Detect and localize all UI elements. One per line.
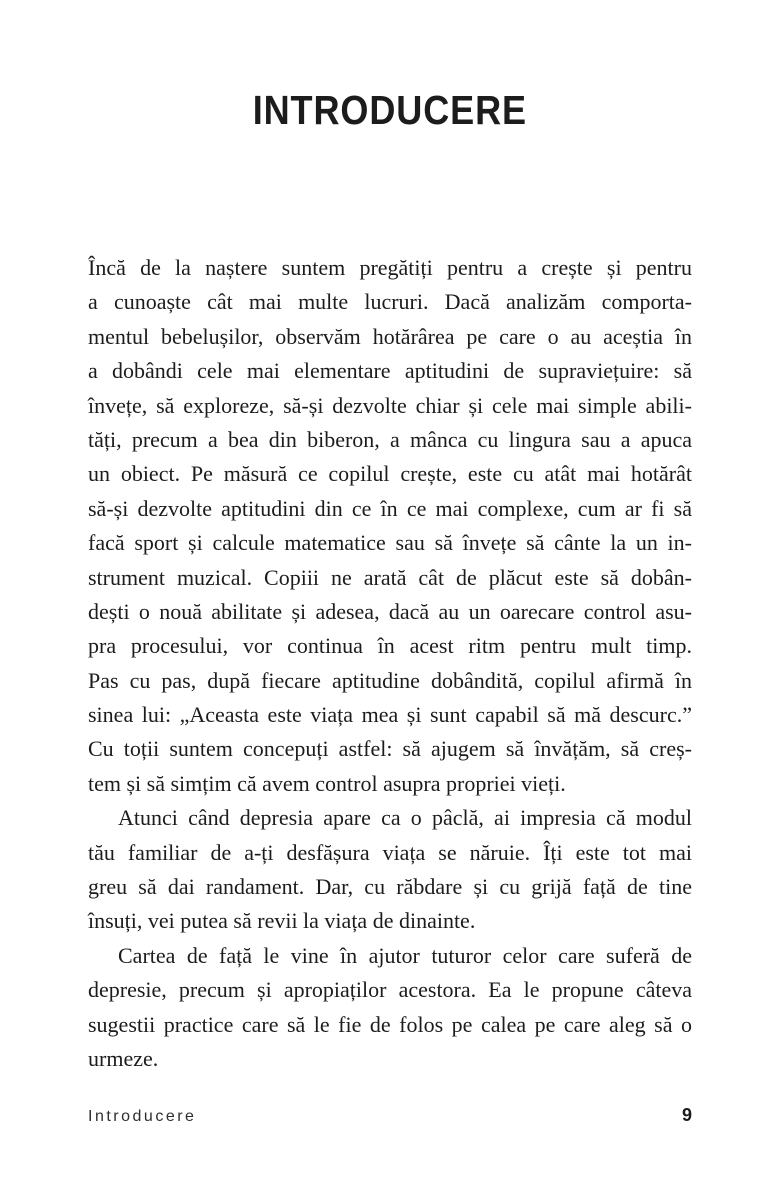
text-line: Cu toții suntem concepuți astfel: să ajugem să învățăm, să creș- — [88, 736, 692, 762]
paragraph — [88, 939, 692, 1077]
text-line: sugestii practice care să le fie de folos pe calea pe care aleg să o — [88, 1011, 692, 1037]
text-line: să-și dezvolte aptitudini din ce în ce mai complexe, cum ar fi să — [88, 495, 692, 521]
footer-section-label: Introducere — [88, 1108, 197, 1125]
text-line: învețe, să exploreze, să-și dezvolte chiar și cele mai simple abili- — [88, 392, 692, 418]
text-line: a cunoaște cât mai multe lucruri. Dacă analizăm comporta- — [88, 289, 692, 315]
text-line: Cartea de față le vine în ajutor tuturor celor care suferă de — [118, 942, 692, 968]
chapter-title-container — [0, 87, 780, 133]
text-line: facă sport și calcule matematice sau să învețe să cânte la un in- — [88, 530, 692, 556]
body-text — [88, 251, 692, 1076]
text-line: pra procesului, vor continua în acest ritm pentru mult timp. — [88, 633, 692, 659]
text-line: strument muzical. Copiii ne arată cât de plăcut este să dobân- — [88, 564, 692, 590]
text-line: însuți, vei putea să revii la viața de dinainte. — [88, 908, 476, 934]
footer-page-number: 9 — [681, 1105, 692, 1125]
text-line: tem și să simțim că avem control asupra propriei vieți. — [88, 770, 566, 796]
text-line: depresie, precum și apropiaților acestora. Ea le propune câteva — [88, 977, 692, 1003]
footer — [88, 1105, 692, 1126]
page-title: INTRODUCERE — [252, 87, 528, 133]
text-line: mentul bebelușilor, observăm hotărârea pe care o au aceștia în — [88, 323, 692, 349]
paragraph — [88, 251, 692, 801]
text-line: sinea lui: „Aceasta este viața mea și sunt capabil să mă descurc.” — [88, 702, 692, 728]
text-line: a dobândi cele mai elementare aptitudini de supraviețuire: să — [88, 358, 692, 384]
text-line: Atunci când depresia apare ca o pâclă, ai impresia că modul — [118, 805, 692, 831]
paragraph — [88, 801, 692, 939]
text-line: tău familiar de a-ți desfășura viața se năruie. Îți este tot mai — [88, 839, 692, 865]
text-line: urmeze. — [88, 1045, 159, 1071]
text-line: un obiect. Pe măsură ce copilul crește, este cu atât mai hotărât — [88, 461, 692, 487]
text-line: tăți, precum a bea din biberon, a mânca cu lingura sau a apuca — [88, 426, 692, 452]
text-line: Pas cu pas, după fiecare aptitudine dobândită, copilul afirmă în — [88, 667, 692, 693]
text-line: Încă de la naștere suntem pregătiți pentru a crește și pentru — [88, 255, 692, 280]
text-line: dești o nouă abilitate și adesea, dacă au un oarecare control asu- — [88, 598, 692, 624]
text-line: greu să dai randament. Dar, cu răbdare și cu grijă față de tine — [88, 874, 692, 900]
